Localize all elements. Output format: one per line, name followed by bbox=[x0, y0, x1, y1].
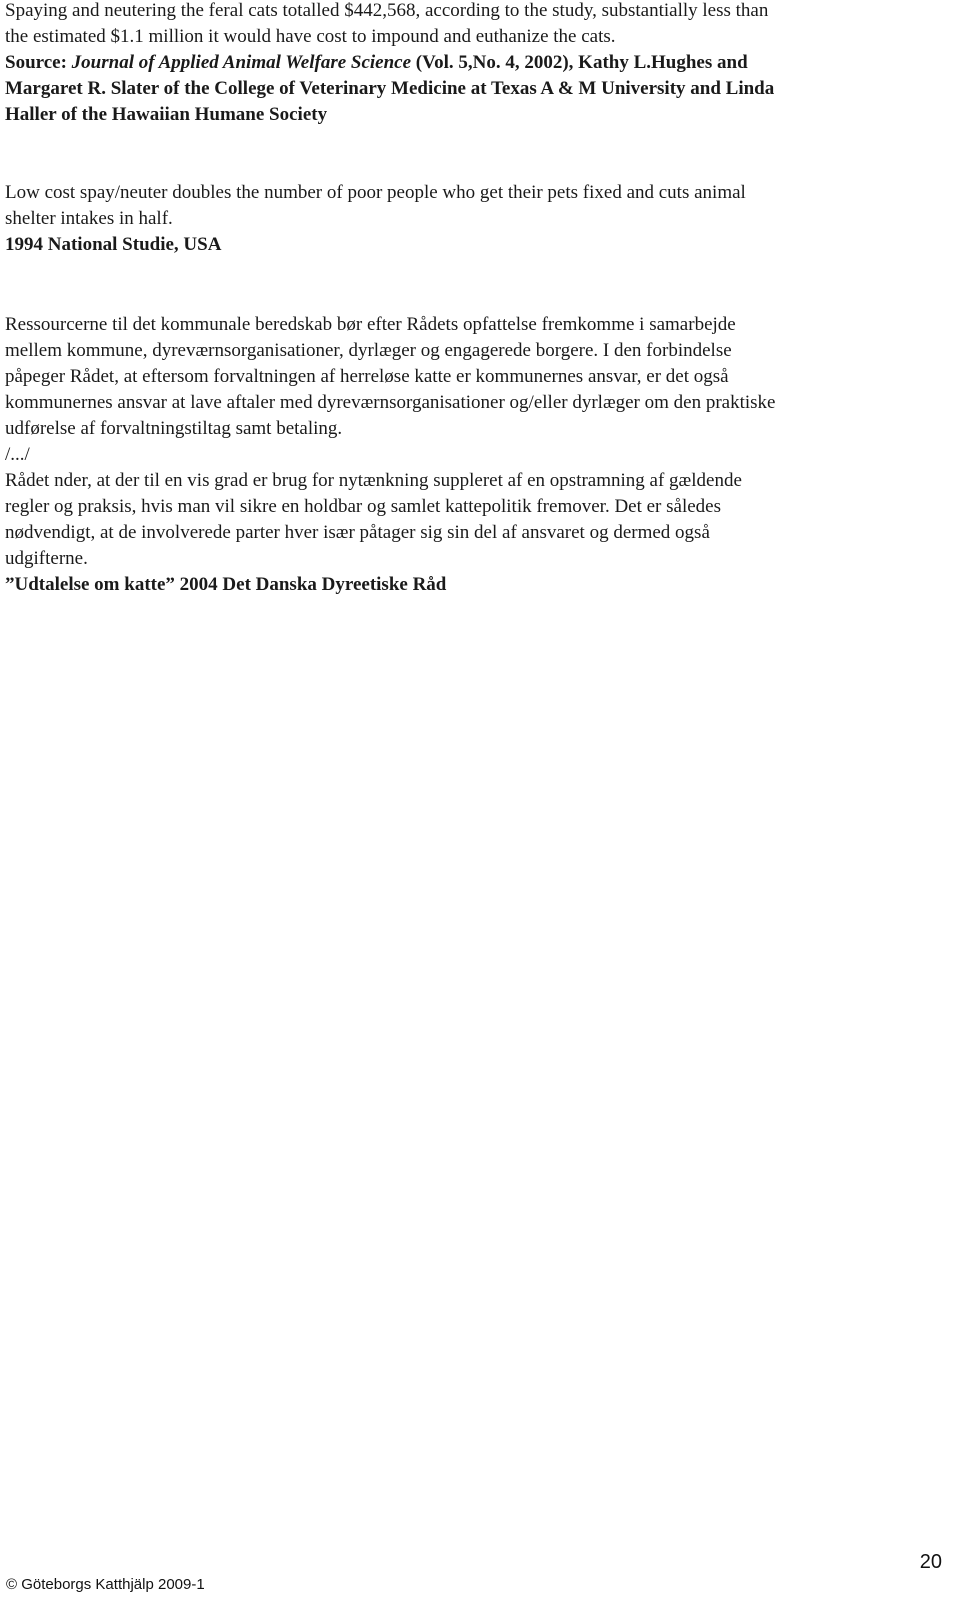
text-line: the estimated $1.1 million it would have cost to impound and euthanize the cats. bbox=[5, 26, 616, 47]
text-line: regler og praksis, hvis man vil sikre en holdbar og samlet kattepolitik fremover. Det er således bbox=[5, 496, 721, 517]
text-line: mellem kommune, dyreværnsorganisationer, dyrlæger og engagerede borgere. I den forbindelse bbox=[5, 340, 732, 361]
text-line: udgifterne. bbox=[5, 548, 88, 569]
journal-title: Journal of Applied Animal Welfare Science bbox=[71, 52, 412, 73]
source-citation-line bbox=[5, 50, 774, 76]
text-line: shelter intakes in half. bbox=[5, 208, 173, 229]
text-line: Low cost spay/neuter doubles the number of poor people who get their pets fixed and cuts animal bbox=[5, 182, 746, 203]
text-line: /.../ bbox=[5, 444, 30, 465]
text-line: Rådet nder, at der til en vis grad er brug for nytænkning suppleret af en opstramning af gældende bbox=[5, 470, 742, 491]
text-line: udførelse af forvaltningstiltag samt betaling. bbox=[5, 418, 343, 439]
source-citation-line: Margaret R. Slater of the College of Veterinary Medicine at Texas A & M University and Linda bbox=[5, 78, 775, 99]
feral-cats-paragraph bbox=[5, 0, 774, 128]
danish-statement-paragraph bbox=[5, 312, 775, 598]
source-citation-line: Haller of the Hawaiian Humane Society bbox=[5, 104, 328, 125]
text-line: påpeger Rådet, at eftersom forvaltningen af herreløse katte er kommunernes ansvar, er det også bbox=[5, 366, 729, 387]
source-prefix: Source: bbox=[5, 52, 72, 73]
footer-copyright: © Göteborgs Katthjälp 2009-1 bbox=[6, 1576, 205, 1593]
text-line: Ressourcerne til det kommunale beredskab bør efter Rådets opfattelse fremkomme i samarbejde bbox=[5, 314, 736, 335]
text-line: Spaying and neutering the feral cats totalled $442,568, according to the study, substantially less than bbox=[5, 0, 769, 21]
source-citation-line: ”Udtalelse om katte” 2004 Det Danska Dyreetiske Råd bbox=[5, 574, 447, 595]
low-cost-spay-paragraph bbox=[5, 180, 746, 258]
text-line: kommunernes ansvar at lave aftaler med dyreværnsorganisationer og/eller dyrlæger om den praktiske bbox=[5, 392, 776, 413]
text-line: nødvendigt, at de involverede parter hver især påtager sig sin del af ansvaret og dermed også bbox=[5, 522, 710, 543]
source-citation-line: 1994 National Studie, USA bbox=[5, 234, 222, 255]
source-details: (Vol. 5,No. 4, 2002), Kathy L.Hughes and bbox=[411, 52, 748, 73]
page-number: 20 bbox=[919, 1551, 942, 1573]
